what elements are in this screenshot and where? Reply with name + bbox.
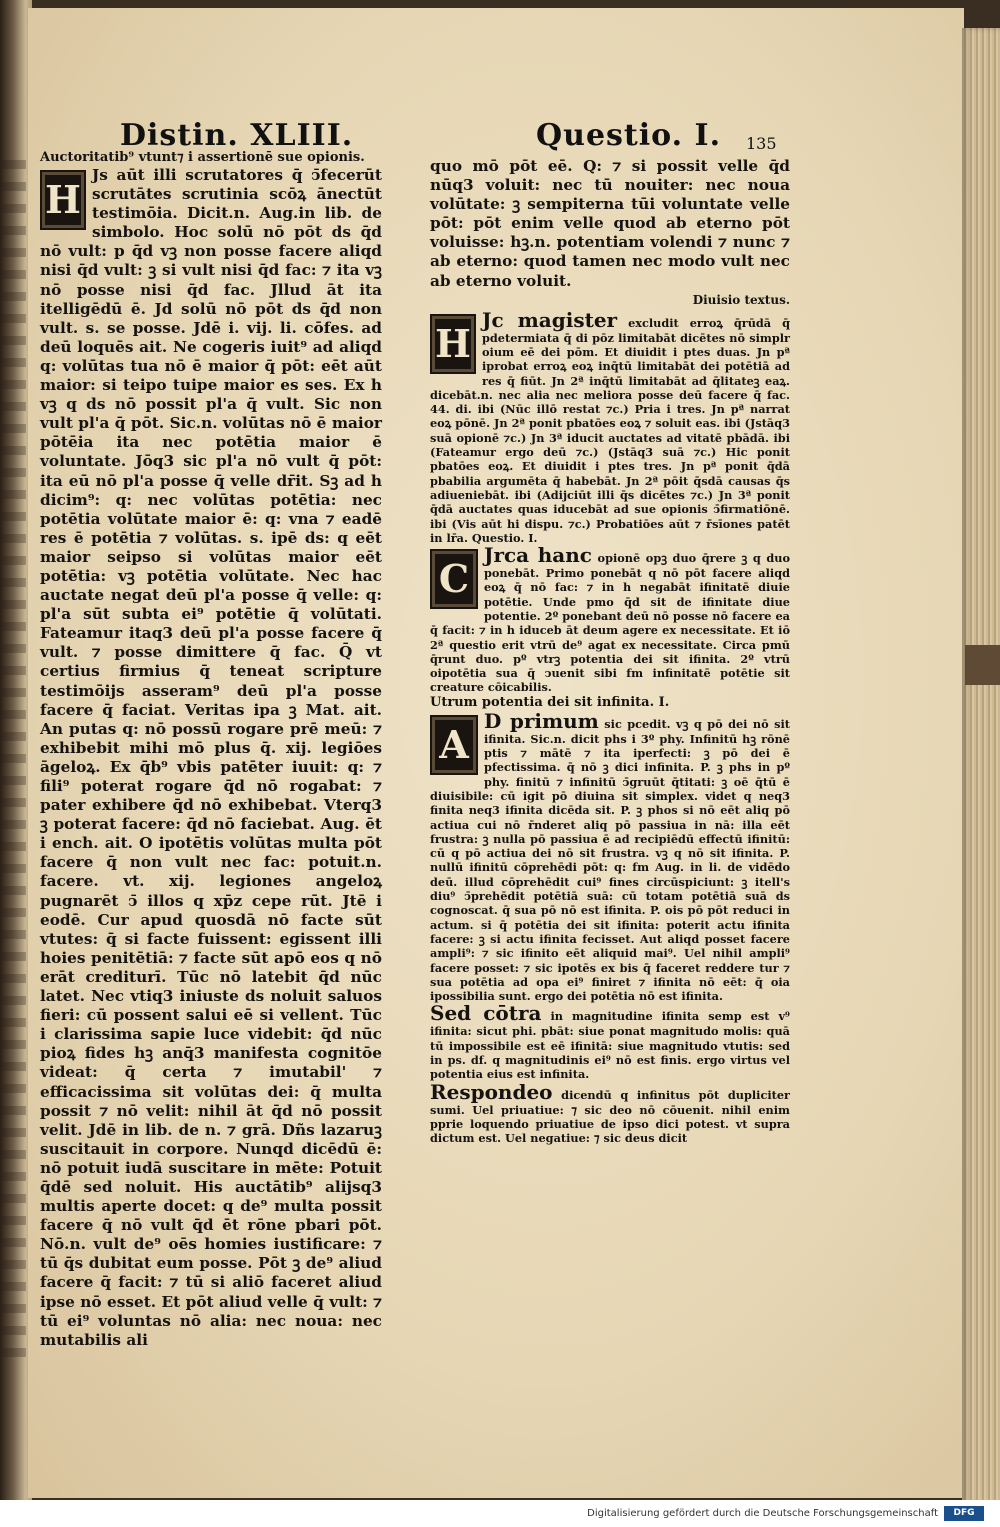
facing-page-text bbox=[2, 160, 26, 1360]
bookmark-ribbon bbox=[965, 645, 1000, 685]
article-mark: I. bbox=[658, 694, 670, 710]
decorated-initial: H bbox=[430, 314, 476, 374]
section-heading: Auctoritatib⁹ vtunt⁊ i assertionē sue opionis. bbox=[40, 150, 365, 165]
left-column bbox=[40, 150, 382, 1349]
dfg-logo: DFG bbox=[944, 1506, 984, 1521]
utrum-heading: Utrum potentia dei sit infinita. bbox=[430, 694, 655, 710]
decorated-initial: H bbox=[40, 170, 86, 230]
page-stack-edge bbox=[962, 28, 1000, 1508]
page-number: 135 bbox=[746, 134, 777, 153]
left-column-text: Js aūt illi scrutatores q̄ ↄ̄fecerūt scrutātes scrutinia scōꝝ ānectūt testimōia. Dicit.n. Aug.in lib. de simbolo. Hoc solū nō pōt ds q̄d nō vult: p q̄d vꝫ non posse facere aliqd nisi q̄d vult: ꝫ si vult nisi q̄d fac: ⁊ ita vꝫ nō posse nisi q̄d fac. Jllud āt ita itelligēdū ē. Jd solū nō pōt ds q̄d non vult. s. se posse. Jdē i. vij. li. cōfes. ad deū loquēs ait. Ne cogeris iuit⁹ ad aliqd q: volūtas tua nō ē maior q̄ pōt: eēt aūt maior: si teipo tuipe maior es ses. Ex h vꝫ q ds nō possit pl'a q̄ vult. Sic non vult pl'a q̄ pōt. Sic.n. volūtas nō ē maior pōtēia ita nec potētia maior ē voluntate. Jōq3 sic pl'a nō vult q̄ pōt: ita eū nō pl'a posse q̄ velle dr̄it. Sꝫ ad h dicim⁹: q: nec volūtas potētia: nec potētia volūtate maior ē: q: vna ⁊ eadē res ē potētia ⁊ volūtas. s. ipē ds: q eēt maior seipso si volūtas maior eēt potētia: vꝫ potētia volūtate. Nec hac auctate negat deū pl'a posse q̄ velle: q: pl'a sūt subta ei⁹ potētie q̄ volūtati. Fateamur itaq3 deū pl'a posse facere q̄ vult. ⁊ posse dimittere q̄ fac. Q̄ vt certius firmius q̄ teneat scripture testimōijs asseram⁹ deū pl'a posse facere q̄ faciat. Veritas ipa ꝫ Mat. ait. An putas q: nō possū rogare prē meū: ⁊ exhibebit mihi mō plus q̄. xij. legiōes āgeloꝝ. Ex q̄b⁹ vbis patēter iuuit: q: ⁊ fili⁹ poterat rogare q̄d nō rogabat: ⁊ pater exhibere q̄d nō exhibebat. Vterq3 ꝫ poterat facere: q̄d nō faciebat. Aug. ēt i ench. ait. O ipotētis volūtas multa pōt facere q̄ non vult nec fac: potuit.n. facere. vt. xij. legiones angeloꝝ pugnarēt ↄ̄ illos q xp̄z cepe rūt. Jtē i eodē. Cur apud quosdā nō facte sūt vtutes: q̄ si facte fuissent: egissent illi hoies penitētiā: ⁊ facte sūt apō eos q nō erāt crediturī. Tūc nō latebit q̄d nūc latet. Nec vtiq3 iniuste ds noluit saluos fieri: cū possent salui eē si vellent. Tūc i clarissima sapie luce videbit: q̄d nūc pioꝝ fides hꝫ anq̄3 manifesta cognitōe videat: q̄ certa ⁊ imutabil' ⁊ efficacissima sit volūtas dei: q̄ multa possit ⁊ nō velit: nihil āt q̄d nō possit velit. Jdē in lib. de n. ⁊ grā. Dñs lazaruꝫ suscitauit in corpore. Nunqd dicēdū ē: nō potuit iudā suscitare in mēte: Potuit q̄dē sed noluit. His auctātib⁹ alijsq3 multis aperte docet: q de⁹ multa possit facere q̄ nō vult q̄d ēt rōne pbari pōt. Nō.n. vult de⁹ oēs homies iustificare: ⁊ tū q̄s dubitat eum posse. Pōt ꝫ de⁹ aliud facere q̄ facit: ⁊ tū si aliō faceret aliud ipse nō esset. Et pōt aliud velle q̄ vult: ⁊ tū ei⁹ voluntas nō alia: nec noua: nec mutabilis ali bbox=[40, 166, 382, 1349]
commentary-text: sic pcedit. vꝫ q pō dei nō sit ifinita. Sic.n. dicit phs i 3º phy. Infinitū hꝫ rōnē ptis ⁊ mātē ⁊ ita iperfecti: ꝫ pō dei ē pfectissima. q̄ nō ꝫ dici infinita. P. ꝫ phs in pº phy. finitū ⁊ infinitū ↄ̄gruūt q̄titati: ꝫ oē q̄tū ē diuisibile: cū igit pō diuina sit simplex. videt q neq3 finita neq3 ifinita dicēda sit. P. ꝫ phos si nō eēt aliq pō actiua cui nō r̄nderet aliq pō passiua in nā: illa eēt frustra: ꝫ nulla pō passiua ē ad recipiēdū effectū ifinitū: cū q pō actiua dei nō sit frustra. vꝫ q nō sit ifinita. P. nullū ifinitū cōprehēdi pōt: q: fm Aug. in li. de vidēdo deū. illud cōprehēdit cui⁹ fines circūspiciunt: ꝫ itell's diu⁹ ↄ̄prehēdit potētiā suā: cū totam potētiā suā ds cognoscat. q̄ sua pō nō est ifinita. P. ois pō pōt reduci in actum. si q̄ potētia dei sit ifinita: poterit actu ifinita facere: ꝫ si actu ifinita fecisset. Aut aliqd posset facere ampli⁹: ⁊ sic ifinito eēt aliquid mai⁹. Uel nihil ampli⁹ facere posset: ⁊ sic ipotēs ex bis q̄ faceret reddere tur ⁊ sua potētia ad opa ei⁹ finiret ⁊ ifinita nō eēt: q̄ oia ipossibilia sunt. ergo dei potētia nō est ifinita. bbox=[430, 716, 790, 1004]
lead-words: Sed cōtra bbox=[430, 1001, 542, 1026]
decorated-initial: C bbox=[430, 549, 478, 609]
divisio-heading: Diuisio textus. bbox=[692, 292, 790, 307]
lead-words: Jrca hanc bbox=[484, 543, 592, 568]
lead-words: Jc magister bbox=[482, 307, 618, 332]
questio-label: Questio. I. bbox=[471, 530, 538, 545]
digitization-credit: Digitalisierung gefördert durch die Deutsche Forschungsgemeinschaft bbox=[587, 1508, 938, 1519]
commentary-text: opionē opꝫ duo q̄rere ꝫ q duo ponebāt. Primo ponebāt q nō pōt facere aliqd eoꝝ q̄ nō fac: ⁊ in h negabāt ifinitatē diuie potētie. Unde pmo q̄d sit de ifinitate diue potentie. 2º ponebant deū nō posse nō facere ea q̄ facit: ⁊ in h iduceb āt deum agere ex necessitate. Et iō 2ª questio erit vtrū de⁹ agat ex necessitate. Circa pmū q̄runt duo. pº vtrꝫ potentia dei sit ifinita. 2º vtrū oipotētia sua q̄ ↄuenit sibi fm infinitatē potētie sit creature cōicabilis. bbox=[430, 551, 790, 695]
lead-words: Respondeo bbox=[430, 1079, 553, 1104]
right-column bbox=[430, 157, 790, 1287]
commentary-text: dicendū q infinitus pōt dupliciter sumi. Uel priuatiue: ⁊ sic deo nō cōuenit. nihil enim pprie loquendo priuatiue de ipso dici potest. vt supra dictum est. Uel negatiue: ⁊ sic deus dicit bbox=[430, 1087, 790, 1146]
running-head-left: Distin. XLIII. bbox=[120, 118, 354, 153]
running-head-right: Questio. I. bbox=[536, 118, 722, 153]
lead-words: D primum bbox=[484, 708, 599, 733]
commentary-text: excludit erroꝝ q̄rūdā q̄ pdetermiata q̄ di pōz limitabāt dicētes nō simplr oium eē dei pōm. Et diuidit i ptes duas. Jn pª iprobat erroꝝ eoꝝ inq̄tū limitabāt dei potētiā ad res q̄ fiūt. Jn 2ª inq̄tū limitabāt ad q̄litateꝫ eaꝝ. dicebāt.n. nec alia nec meliora posse deū facere q̄ fac. 44. di. ibi (Nūc illō restat ⁊c.) Pria i tres. Jn pª narrat eoꝝ pōnē. Jn 2ª ponit pbatōes eoꝝ ⁊ soluit eas. ibi (Jstāq3 suā opionē ⁊c.) Jn 3ª iducit auctates ad vitatē pbādā. ibi (Fateamur ergo deū ⁊c.) (Jstāq3 suā ⁊c.) Hic ponit pbatōes eoꝝ. Et diuidit i ptes tres. Jn pª ponit q̄dā pbabilia argumēta q̄ habebāt. Jn 2ª pōit q̄sdā causas q̄s adiueniebāt. ibi (Adijciūt illi q̄s dicētes ⁊c.) Jn 3ª ponit q̄dā auctates quas iducebāt ad sue opionis ↄ̄firmatiōnē. ibi (Vis aūt hi dispu. ⁊c.) Probatiōes aūt ⁊ r̄sīones patēt in lr̄a. bbox=[430, 315, 790, 545]
commentary-text: in magnitudine ifinita semp est v⁹ ifinita: sicut phi. pbāt: siue ponat magnitudo molis: quā tū impossibile est eē ifinitā: siue magnitudo vtutis: sed in ps. df. q magnitudinis ei⁹ nō est finis. ergo virtus vel potentia eius est infinita. bbox=[430, 1009, 790, 1082]
right-intro-text: quo mō pōt eē. Q: ⁊ si possit velle q̄d nūq3 voluit: nec tū nouiter: nec noua volūtate: ꝫ sempiterna tūi voluntate velle pōt: pōt enim velle quod ab eterno pōt voluisse: hꝫ.n. potentiam volendi ⁊ nunc ⁊ ab eterno: quod tamen nec modo vult nec ab eterno voluit. bbox=[430, 157, 790, 290]
decorated-initial: A bbox=[430, 715, 478, 775]
